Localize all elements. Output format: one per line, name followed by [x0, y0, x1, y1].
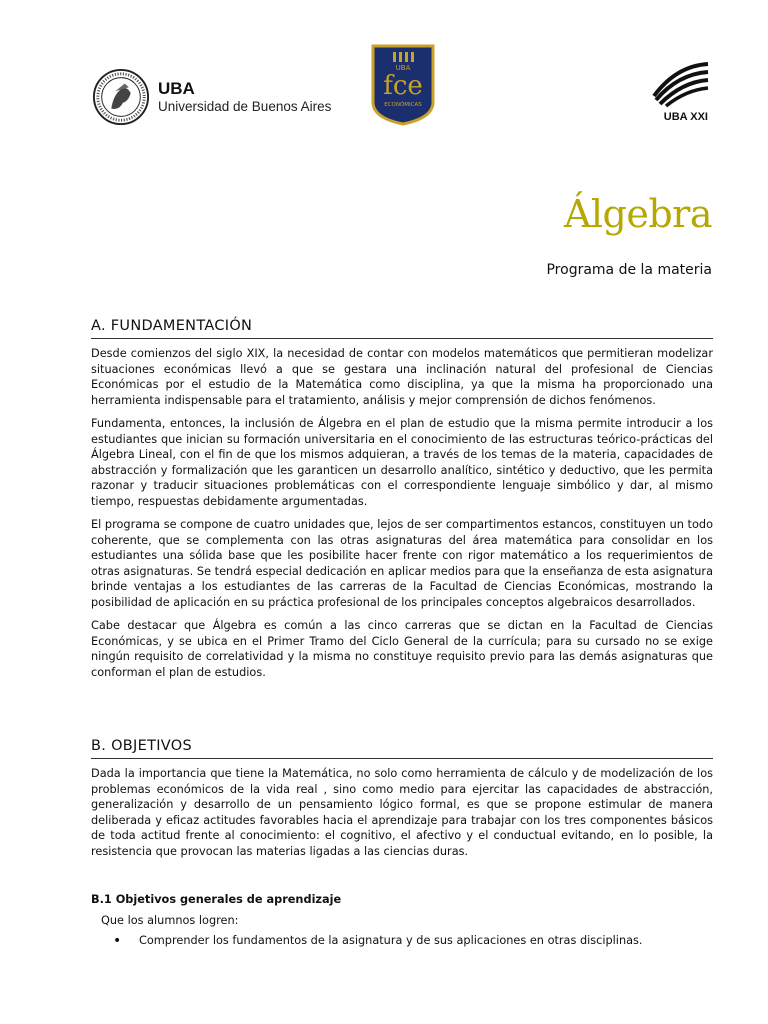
fce-logo-icon — [371, 44, 435, 126]
fce-logo-mark: fce — [383, 71, 423, 101]
uba-xxi-label: UBA XXI — [663, 111, 708, 122]
uba-xxi-logo-icon — [648, 62, 712, 122]
paragraph: Dada la importancia que tiene la Matemática, no solo como herramienta de cálculo y de modelización de los problemas económicos de la vida real , sino como medio para ejercitar las capacidades de abstracción, generalización y desarrollo de un pensamiento lógico formal, es que se propone estimular de manera deliberada y eficaz actitudes favorables hacia el aprendizaje para trabajar con los tres componentes básicos de toda actitud frente al conocimiento: el cognitivo, el afectivo y el conductual evitando, en lo posible, la resistencia que provocan las materias ligadas a las ciencias duras. — [91, 767, 713, 858]
subsection-heading: B.1 Objetivos generales de aprendizaje — [91, 893, 342, 906]
subsection-intro: Que los alumnos logren: — [101, 914, 239, 927]
fce-logo-top: UBA — [395, 64, 411, 72]
fce-logo-sub: ECONÓMICAS — [384, 102, 422, 108]
list-item-text: Comprender los fundamentos de la asignatura y de sus aplicaciones en otras disciplinas. — [139, 934, 643, 947]
paragraph: Desde comienzos del siglo XIX, la necesidad de contar con modelos matemáticos que permitieran modelizar situaciones económicas llevó a que se gestara una inclinación natural del profesional de Ciencias Económicas por el estudio de la Matemática como disciplina, ya que la misma ha proporcionado una herramienta indispensable para el tratamiento, análisis y mejor comprensión de dichos fenómenos. — [91, 347, 713, 407]
paragraph: El programa se compone de cuatro unidades que, lejos de ser compartimentos estancos, constituyen un todo coherente, que se complementa con las otras asignaturas del área matemática para consolidar en los estudiantes una sólida base que les posibilite hacer frente con rigor matemático a los requerimientos de otras asignaturas. Se tendrá especial dedicación en aplicar medios para que la enseñanza de esta asignatura brinde ventajas a los estudiantes de las carreras de la Facultad de Ciencias Económicas, mostrando la posibilidad de aplicación en su práctica profesional de los principales conceptos algebraicos desarrollados. — [91, 518, 713, 609]
paragraph: Cabe destacar que Álgebra es común a las cinco carreras que se dictan en la Facultad de Ciencias Económicas, y se ubica en el Primer Tramo del Ciclo General de la currícula; para su cursado no se exige ningún requisito de correlatividad y la misma no constituye requisito previo para las demás asignaturas que conforman el plan de estudios. — [91, 619, 713, 679]
section-fundamentacion — [91, 318, 713, 688]
section-heading: B. OBJETIVOS — [91, 738, 713, 759]
bullet-icon: • — [113, 933, 122, 949]
subsection-objetivos-generales — [91, 893, 713, 948]
list-item — [91, 934, 713, 948]
uba-seal-icon — [92, 68, 150, 126]
uba-logo-title: UBA — [158, 79, 195, 99]
section-objetivos — [91, 738, 713, 867]
page-subtitle: Programa de la materia — [546, 262, 712, 278]
section-heading: A. FUNDAMENTACIÓN — [91, 318, 713, 339]
uba-logo — [92, 68, 331, 126]
page-title: Álgebra — [563, 192, 712, 236]
paragraph: Fundamenta, entonces, la inclusión de Álgebra en el plan de estudio que la misma permite introducir a los estudiantes que inician su formación universitaria en el conocimiento de las estructuras teórico-prácticas del Álgebra Lineal, con el fin de que los mismos adquieran, a través de los temas de la materia, capacidades de abstracción y formalización que les garanticen un desarrollo analítico, sintético y deductivo, que les permita razonar y traducir situaciones problemáticas con el correspondiente lenguaje simbólico y dar, al mismo tiempo, respuestas debidamente argumentadas. — [91, 417, 713, 508]
uba-logo-subtitle: Universidad de Buenos Aires — [158, 99, 332, 115]
